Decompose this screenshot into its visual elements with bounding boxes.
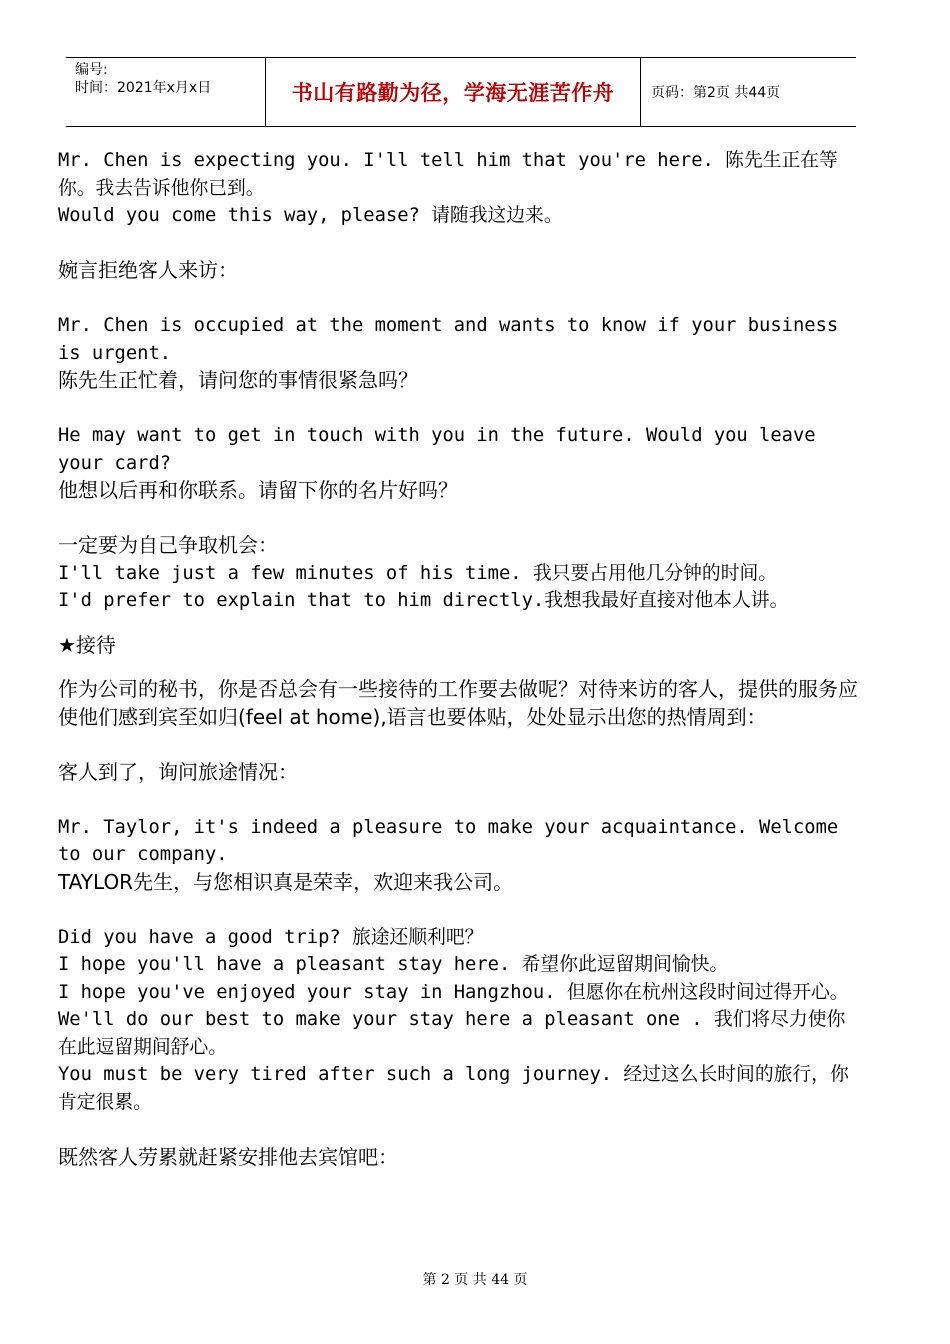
paragraph-line: Would you come this way, please? 请随我这边来。: [58, 205, 563, 226]
paragraph-line: I'll take just a few minutes of his time. 我只要占用他几分钟的时间。: [58, 562, 778, 584]
document-time-label: 时间：2021年x月x日: [75, 80, 212, 96]
paragraph-line: I'd prefer to explain that to him directly.我想我最好直接对他本人讲。: [58, 590, 789, 611]
paragraph-line: Did you have a good trip? 旅途还顺利吧？: [58, 926, 484, 948]
paragraph-line: Mr. Taylor, it's indeed a pleasure to make your acquaintance. Welcome to our company.: [58, 816, 850, 865]
section-subheading: 既然客人劳累就赶紧安排他去宾馆吧：: [58, 1144, 398, 1169]
paragraph-line: I hope you've enjoyed your stay in Hangzhou. 但愿你在杭州这段时间过得开心。: [58, 981, 849, 1003]
section-subheading: 一定要为自己争取机会：: [58, 533, 278, 557]
header-motto: 书山有路勤为径，学海无涯苦作舟: [266, 58, 641, 126]
page-footer: 第 2 页 共 44 页: [422, 1272, 528, 1288]
section-subheading: 客人到了，询问旅途情况：: [58, 759, 298, 784]
header-meta: [66, 58, 266, 126]
paragraph-line: 作为公司的秘书，你是否总会有一些接待的工作要去做呢？对待来访的客人，提供的服务应使他们感到宾至如归(feel at home),语言也要体贴，处处显示出您的热情周到：: [58, 677, 858, 729]
paragraph-line: I hope you'll have a pleasant stay here. 希望你此逗留期间愉快。: [58, 954, 729, 975]
header-page-info: 页码：第2页 共44页: [651, 85, 781, 101]
paragraph-line: You must be very tired after such a long journey. 经过这么长时间的旅行，你肯定很累。: [58, 1064, 849, 1113]
paragraph-line: TAYLOR先生，与您相识真是荣幸，欢迎来我公司。: [58, 869, 514, 894]
document-header: [66, 57, 856, 127]
paragraph-line: 他想以后再和你联系。请留下你的名片好吗？: [58, 478, 458, 502]
document-number-label: 编号:: [75, 62, 108, 78]
section-heading: ★接待: [58, 632, 116, 657]
paragraph-line: He may want to get in touch with you in the future. Would you leave your card?: [58, 425, 827, 474]
paragraph-line: 陈先生正忙着，请问您的事情很紧急吗？: [58, 368, 418, 392]
paragraph-line: We'll do our best to make your stay here a pleasant one . 我们将尽力使你在此逗留期间舒心。: [58, 1009, 846, 1058]
paragraph-line: Mr. Chen is expecting you. I'll tell him that you're here. 陈先生正在等你。我去告诉他你已到。: [58, 150, 838, 199]
document-body: [58, 147, 863, 1171]
section-subheading: 婉言拒绝客人来访：: [58, 258, 238, 282]
paragraph-line: Mr. Chen is occupied at the moment and wants to know if your business is urgent.: [58, 315, 850, 364]
